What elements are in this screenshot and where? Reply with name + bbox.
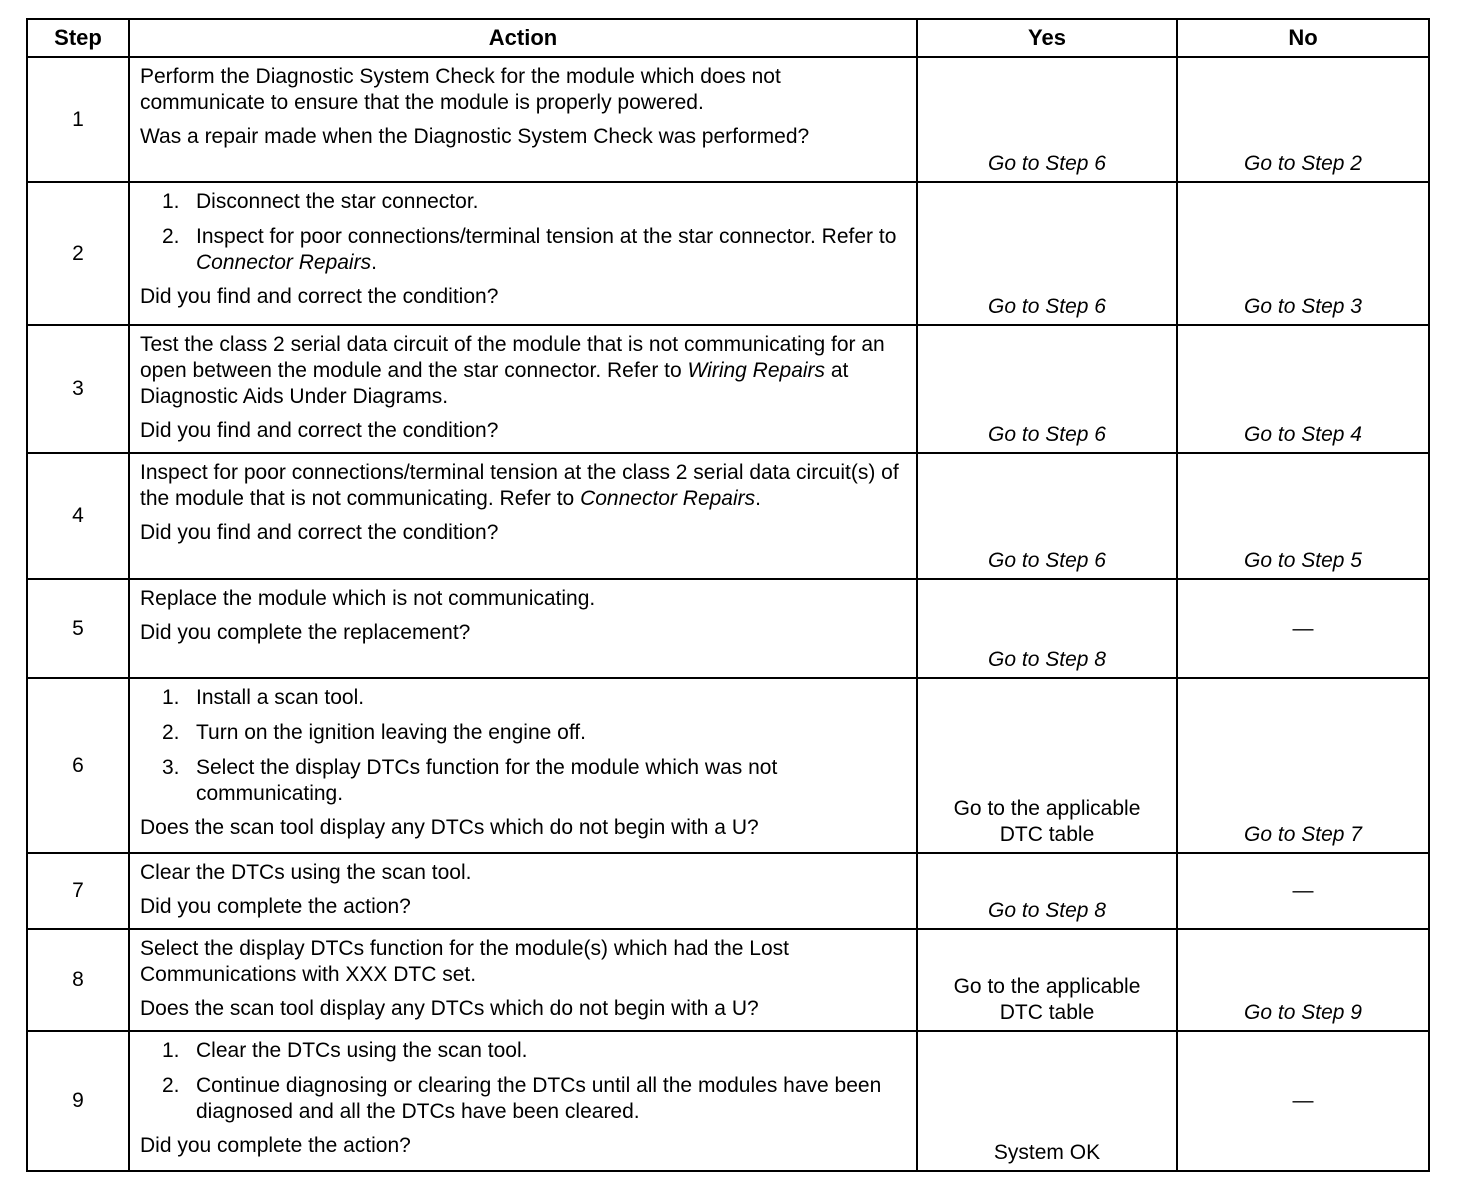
- reference-wiring-repairs: Wiring Repairs: [687, 359, 826, 382]
- action-text: Clear the DTCs using the scan tool.: [140, 861, 472, 884]
- list-item: 1. Clear the DTCs using the scan tool.: [162, 1039, 528, 1062]
- action-text: Replace the module which is not communicating.: [140, 587, 596, 610]
- table-row: [27, 453, 1429, 579]
- step-number: 9: [27, 1031, 129, 1171]
- header-yes: Yes: [917, 19, 1177, 57]
- yes-cell: Go to Step 6: [917, 453, 1177, 579]
- table-row: [27, 325, 1429, 453]
- action-cell: [129, 1031, 917, 1171]
- no-cell: Go to Step 7: [1177, 678, 1429, 853]
- yes-cell: Go to Step 6: [917, 325, 1177, 453]
- yes-cell: Go to Step 8: [917, 853, 1177, 929]
- list-item: 2. Turn on the ignition leaving the engine off.: [162, 721, 586, 744]
- action-question: Did you complete the action?: [140, 1134, 411, 1157]
- action-question: Was a repair made when the Diagnostic System Check was performed?: [140, 125, 810, 148]
- yes-cell: System OK: [917, 1031, 1177, 1171]
- step-number: 2: [27, 182, 129, 325]
- yes-cell: Go to Step 6: [917, 182, 1177, 325]
- no-cell: Go to Step 5: [1177, 453, 1429, 579]
- action-question: Did you complete the replacement?: [140, 621, 471, 644]
- action-question: Does the scan tool display any DTCs which do not begin with a U?: [140, 997, 759, 1020]
- table-row: [27, 57, 1429, 182]
- table-row: [27, 182, 1429, 325]
- step-number: 8: [27, 929, 129, 1031]
- header-no: No: [1177, 19, 1429, 57]
- action-cell: [129, 929, 917, 1031]
- action-list: [140, 1038, 906, 1125]
- header-action: Action: [129, 19, 917, 57]
- table-row: [27, 579, 1429, 678]
- action-text: Test the class 2 serial data circuit of the module that is not communicating for an open between the module and the star connector. Refer to Wiring Repairs at Diagnostic Aids Under Diagrams.: [140, 333, 885, 408]
- reference-connector-repairs: Connector Repairs: [196, 251, 372, 274]
- no-cell: Go to Step 3: [1177, 182, 1429, 325]
- step-number: 4: [27, 453, 129, 579]
- action-question: Did you complete the action?: [140, 895, 411, 918]
- action-cell: [129, 853, 917, 929]
- step-number: 1: [27, 57, 129, 182]
- list-item: 2. Inspect for poor connections/terminal tension at the star connector. Refer to Connector Repairs.: [162, 225, 897, 274]
- action-cell: [129, 678, 917, 853]
- yes-cell: Go to the applicable DTC table: [917, 678, 1177, 853]
- action-text: Select the display DTCs function for the module(s) which had the Lost Communications with XXX DTC set.: [140, 937, 789, 986]
- action-cell: [129, 453, 917, 579]
- header-step: Step: [27, 19, 129, 57]
- action-cell: [129, 325, 917, 453]
- action-cell: [129, 579, 917, 678]
- no-cell: Go to Step 4: [1177, 325, 1429, 453]
- list-item: 1. Install a scan tool.: [162, 686, 365, 709]
- table-row: [27, 678, 1429, 853]
- table-row: [27, 853, 1429, 929]
- diagnostic-table: [26, 18, 1430, 1172]
- no-cell: —: [1177, 853, 1429, 929]
- step-number: 3: [27, 325, 129, 453]
- yes-cell: Go to Step 8: [917, 579, 1177, 678]
- step-number: 6: [27, 678, 129, 853]
- yes-cell: Go to Step 6: [917, 57, 1177, 182]
- action-question: Did you find and correct the condition?: [140, 521, 499, 544]
- step-number: 5: [27, 579, 129, 678]
- action-list: [140, 685, 906, 807]
- action-question: Did you find and correct the condition?: [140, 285, 499, 308]
- table-row: [27, 1031, 1429, 1171]
- action-question: Does the scan tool display any DTCs which do not begin with a U?: [140, 816, 759, 839]
- reference-connector-repairs: Connector Repairs: [580, 487, 756, 510]
- action-cell: [129, 57, 917, 182]
- list-item: 3. Select the display DTCs function for the module which was not communicating.: [162, 756, 778, 805]
- action-list: [140, 189, 906, 276]
- header-row: [27, 19, 1429, 57]
- yes-cell: Go to the applicable DTC table: [917, 929, 1177, 1031]
- list-item: 1. Disconnect the star connector.: [162, 190, 479, 213]
- no-cell: Go to Step 2: [1177, 57, 1429, 182]
- no-cell: Go to Step 9: [1177, 929, 1429, 1031]
- action-cell: [129, 182, 917, 325]
- action-text: Perform the Diagnostic System Check for the module which does not communicate to ensure that the module is properly powered.: [140, 65, 781, 114]
- step-number: 7: [27, 853, 129, 929]
- table-row: [27, 929, 1429, 1031]
- list-item: 2. Continue diagnosing or clearing the DTCs until all the modules have been diagnosed and all the DTCs have been cleared.: [162, 1074, 882, 1123]
- no-cell: —: [1177, 1031, 1429, 1171]
- no-cell: —: [1177, 579, 1429, 678]
- action-question: Did you find and correct the condition?: [140, 419, 499, 442]
- action-text: Inspect for poor connections/terminal tension at the class 2 serial data circuit(s) of the module that is not communicating. Refer to Connector Repairs.: [140, 461, 899, 510]
